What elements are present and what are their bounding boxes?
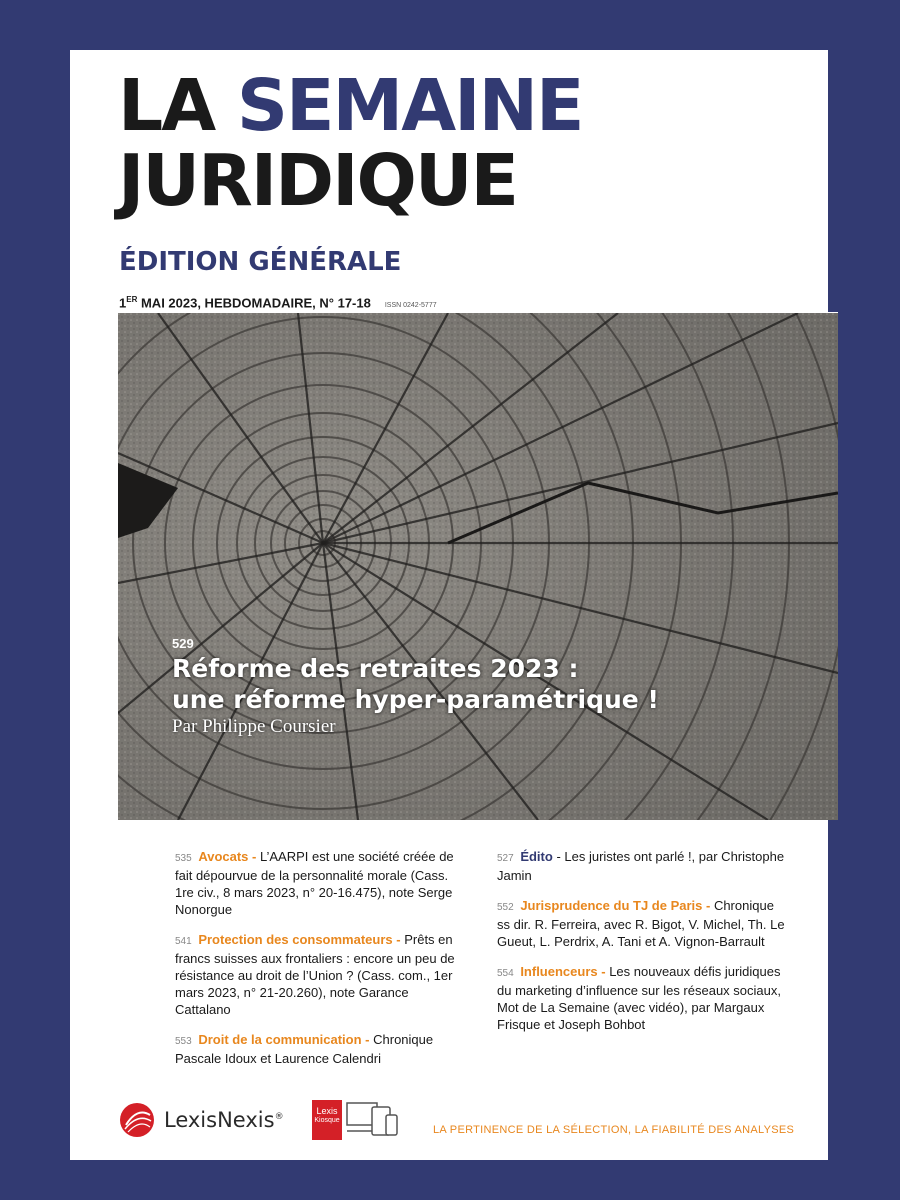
- item-number: 535: [175, 853, 192, 864]
- masthead-line-2: JURIDIQUE: [118, 139, 518, 222]
- wood-texture-image: [118, 313, 838, 820]
- contents-item[interactable]: [497, 848, 787, 884]
- item-category: Avocats -: [198, 849, 257, 864]
- lexisnexis-emblem-icon: [118, 1101, 156, 1139]
- frame-bottom: [0, 1160, 900, 1200]
- contents-item[interactable]: [175, 848, 465, 918]
- contents-item[interactable]: [497, 897, 787, 950]
- cover-photo-wood-rings: [118, 313, 838, 820]
- contents-left-column: [175, 848, 465, 1080]
- item-category: Droit de la communication -: [198, 1032, 370, 1047]
- item-text: Les nouveaux défis juridiques du marketing d’influence sur les réseaux sociaux, Mot de La Semaine (avec vidéo), par Margaux Frisque et Joseph Bohbot: [497, 964, 781, 1032]
- contents-right-column: [497, 848, 787, 1046]
- item-number: 553: [175, 1036, 192, 1047]
- item-category: Jurisprudence du TJ de Paris -: [520, 898, 711, 913]
- feature-author: Par Philippe Coursier: [172, 716, 336, 737]
- frame-left: [0, 0, 70, 1200]
- feature-headline[interactable]: [172, 653, 659, 715]
- frame-top: [0, 0, 900, 50]
- item-category: Influenceurs -: [520, 964, 606, 979]
- issue-dateline: [119, 295, 437, 310]
- devices-icon: [346, 1101, 398, 1139]
- frame-right-lower: [828, 820, 900, 1200]
- frame-right-middle: [838, 312, 900, 820]
- kiosque-line-1: Lexis: [316, 1106, 338, 1116]
- item-category: Protection des consommateurs -: [198, 932, 401, 947]
- cover-feature: [172, 636, 659, 738]
- feature-headline-line-2: une réforme hyper-paramétrique !: [172, 685, 659, 714]
- publisher-name: [164, 1108, 284, 1132]
- publisher-wordmark: LexisNexis: [164, 1108, 275, 1132]
- contents-item[interactable]: [497, 963, 787, 1033]
- item-category: Édito: [520, 849, 553, 864]
- trademark-mark: ®: [274, 1112, 284, 1122]
- contents-item[interactable]: [175, 1031, 465, 1067]
- lexisnexis-logo[interactable]: [118, 1100, 284, 1140]
- feature-headline-line-1: Réforme des retraites 2023 :: [172, 654, 579, 683]
- issn-number: ISSN 0242-5777: [384, 302, 437, 310]
- item-number: 552: [497, 902, 514, 913]
- item-text: L’AARPI est une société créée de fait dépourvue de la personnalité morale (Cass. 1re civ., 8 mars 2023, n° 20-16.475), note Serge Nonorgue: [175, 849, 454, 917]
- masthead-word-semaine: SEMAINE: [236, 64, 583, 147]
- item-number: 541: [175, 936, 192, 947]
- contents-item[interactable]: [175, 931, 465, 1018]
- item-text: Prêts en francs suisses aux frontaliers : encore un peu de résistance au droit de l’Union ? (Cass. com., 1er mars 2023, n° 21-20.260), note Garance Cattalano: [175, 932, 455, 1017]
- masthead-word-la: LA: [118, 64, 237, 147]
- item-text: - Les juristes ont parlé !, par Christophe Jamin: [497, 849, 785, 883]
- kiosque-line-2: Kiosque: [314, 1117, 340, 1124]
- cover-tagline: LA PERTINENCE DE LA SÉLECTION, LA FIABILITÉ DES ANALYSES: [433, 1124, 795, 1136]
- masthead-title: [118, 64, 583, 222]
- feature-number: 529: [172, 636, 194, 651]
- frame-right-upper: [828, 0, 900, 312]
- masthead-line-1: [118, 64, 583, 147]
- date-rest: MAI 2023, HEBDOMADAIRE, N° 17-18: [137, 295, 371, 311]
- item-number: 554: [497, 968, 514, 979]
- item-text: Chronique Pascale Idoux et Laurence Calendri: [175, 1032, 434, 1066]
- lexis-kiosque-badge[interactable]: [312, 1100, 342, 1140]
- item-number: 527: [497, 853, 514, 864]
- date-day: 1: [119, 295, 127, 311]
- item-text: Chronique ss dir. R. Ferreira, avec R. Bigot, V. Michel, Th. Le Gueut, L. Perdrix, A. Tani et A. Vignon-Barrault: [497, 898, 785, 949]
- date-ordinal: ER: [126, 295, 138, 304]
- edition-label: ÉDITION GÉNÉRALE: [119, 247, 402, 277]
